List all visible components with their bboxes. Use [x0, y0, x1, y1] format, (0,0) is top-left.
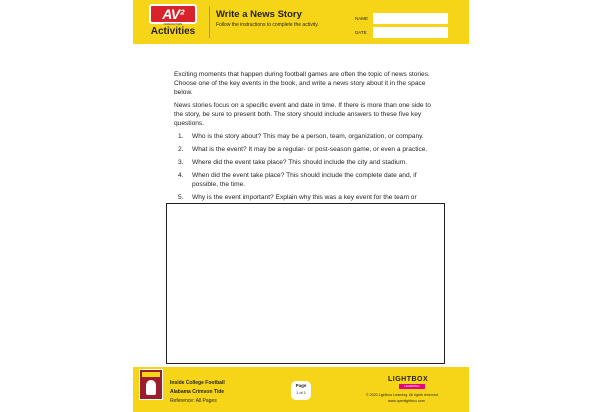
av2-logo-badge: AV² [149, 4, 197, 24]
av2-logo-tagline: NONFICTION [163, 22, 183, 26]
book-cover-image [139, 369, 163, 400]
list-text: When did the event take place? This should include the complete date and, if possible, the time. [192, 172, 417, 188]
page-label: Page [295, 383, 307, 388]
series-title: Inside College Football [170, 380, 225, 386]
worksheet-page [133, 0, 469, 412]
lightbox-learning-tag: LEARNING [399, 384, 425, 389]
list-number: 1. [178, 133, 184, 140]
list-text: Why is the event important? Explain why this was a key event for the team or [192, 194, 417, 201]
news-story-answer-box[interactable] [166, 203, 445, 364]
header-divider [209, 6, 210, 38]
name-label: NAME [355, 16, 369, 21]
question-list [174, 132, 437, 211]
book-title: Alabama Crimson Tide [170, 389, 225, 395]
focus-paragraph: News stories focus on a specific event and date in time. If there is more than one side to the story, be sure to present both. The story should include answers to these five key questions. [174, 102, 431, 127]
date-label: DATE [355, 30, 367, 35]
list-text: What is the event? It may be a regular- or post-season game, or even a practice. [192, 146, 428, 153]
copyright-text: © 2020 Lightbox Learning. All rights reserved. [366, 393, 439, 397]
activities-label: Activities [150, 26, 196, 37]
name-field[interactable] [373, 13, 448, 24]
list-item [174, 158, 437, 167]
header-bar [133, 0, 469, 44]
list-number: 3. [178, 159, 184, 166]
list-number: 2. [178, 146, 184, 153]
list-item [174, 171, 437, 189]
page-indicator [291, 381, 311, 400]
footer-bar [133, 367, 469, 412]
website-link[interactable]: www.openlightbox.com [388, 399, 425, 403]
av2-logo [143, 4, 203, 40]
list-item [174, 132, 437, 141]
instructions [174, 70, 437, 215]
page-number: 1 of 1 [295, 390, 306, 395]
date-field[interactable] [373, 27, 448, 38]
cover-title-strip [142, 372, 160, 377]
reference-text: Reference: All Pages [170, 398, 217, 404]
list-number: 4. [178, 172, 184, 179]
intro-paragraph: Exciting moments that happen during football games are often the topic of news stories. Choose one of the key events in the book, and write a news story about it in the space below. [174, 71, 430, 96]
worksheet-subtitle: Follow the instructions to complete the activity. [216, 22, 319, 28]
list-number: 5. [178, 194, 184, 201]
list-text: Where did the event take place? This should include the city and stadium. [192, 159, 408, 166]
worksheet-title: Write a News Story [216, 9, 302, 20]
list-item [174, 145, 437, 154]
list-text: Who is the story about? This may be a person, team, organization, or company. [192, 133, 424, 140]
cover-player-figure [146, 380, 156, 395]
lightbox-logo: LIGHTBOX [388, 376, 429, 383]
